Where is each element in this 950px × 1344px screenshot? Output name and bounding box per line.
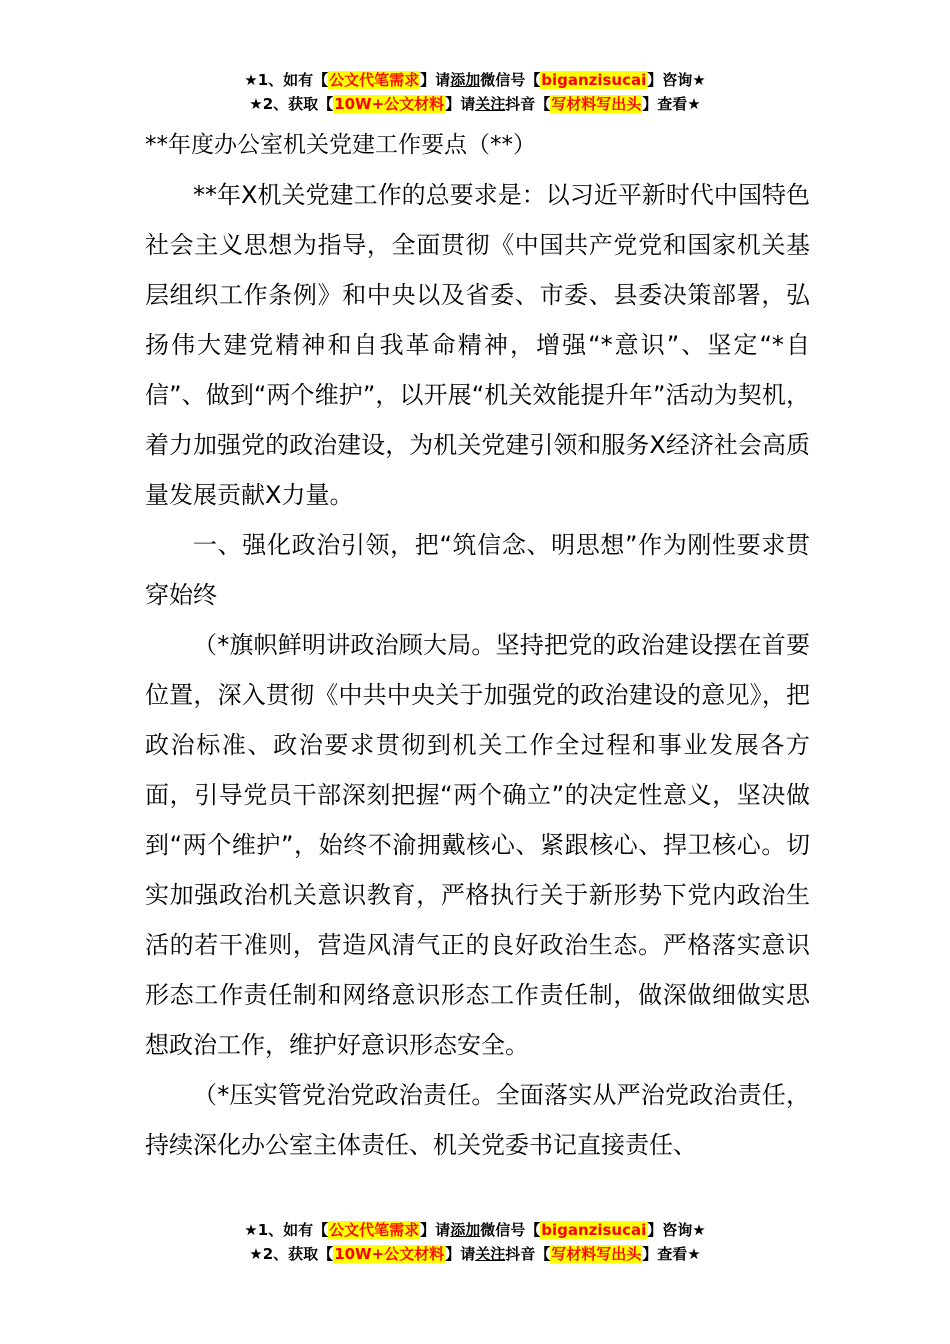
promo-line-2-prefix: ★2、获取【 bbox=[249, 95, 334, 113]
promo-line-1-mid: 】请 bbox=[420, 1221, 451, 1239]
promo-line-2 bbox=[0, 92, 950, 116]
promo-line-2-highlight-materials: 10W+公文材料 bbox=[334, 95, 445, 113]
promo-line-1-highlight-service: 公文代笔需求 bbox=[329, 71, 420, 89]
promo-line-1-highlight-wechat: biganzisucai bbox=[541, 71, 647, 89]
promo-line-1-underlined: 添加 bbox=[450, 71, 481, 89]
subsection-paragraph-1: （*旗帜鲜明讲政治顾大局。坚持把党的政治建设摆在首要位置，深入贯彻《中共中央关于加强党的政治建设的意见》，把政治标准、政治要求贯彻到机关工作全过程和事业发展各方面，引导党员干部深刻把握“两个确立”的决定性意义，坚决做到“两个维护”，始终不渝拥戴核心、紧跟核心、捍卫核心。切实加强政治机关意识教育，严格执行关于新形势下党内政治生活的若干准则，营造风清气正的良好政治生态。严格落实意识形态工作责任制和网络意识形态工作责任制，做深做细做实思想政治工作，维护好意识形态安全。 bbox=[145, 631, 810, 1059]
promo-line-2-highlight-materials: 10W+公文材料 bbox=[334, 1245, 445, 1263]
intro-paragraph: **年X机关党建工作的总要求是：以习近平新时代中国特色社会主义思想为指导，全面贯彻《中国共产党党和国家机关基层组织工作条例》和中央以及省委、市委、县委决策部署，弘扬伟大建党精神和自我革命精神，增强“*意识”、坚定“*自信”、做到“两个维护”，以开展“机关效能提升年”活动为契机，着力加强党的政治建设，为机关党建引领和服务X经济社会高质量发展贡献X力量。 bbox=[145, 181, 810, 509]
promo-line-1-highlight-service: 公文代笔需求 bbox=[329, 1221, 420, 1239]
promo-line-1 bbox=[0, 1218, 950, 1242]
document-title: **年度办公室机关党建工作要点（**） bbox=[145, 132, 536, 158]
promo-line-1-mid2: 微信号【 bbox=[480, 71, 541, 89]
promo-line-1-underlined: 添加 bbox=[450, 1221, 481, 1239]
section-heading-1: 一、强化政治引领，把“筑信念、明思想”作为刚性要求贯穿始终 bbox=[145, 531, 810, 609]
promo-line-1-mid2: 微信号【 bbox=[480, 1221, 541, 1239]
promo-line-1 bbox=[0, 68, 950, 92]
header-promo-banner bbox=[0, 68, 950, 116]
promo-line-2-mid: 】请 bbox=[445, 1245, 476, 1263]
promo-line-2-highlight-douyin: 写材料写出头 bbox=[551, 95, 642, 113]
promo-line-2-mid: 】请 bbox=[445, 95, 476, 113]
promo-line-2-underlined: 关注 bbox=[475, 1245, 506, 1263]
promo-line-2 bbox=[0, 1242, 950, 1266]
promo-line-1-highlight-wechat: biganzisucai bbox=[541, 1221, 647, 1239]
document-body bbox=[145, 170, 810, 1170]
promo-line-2-mid2: 抖音【 bbox=[505, 95, 551, 113]
promo-line-1-mid: 】请 bbox=[420, 71, 451, 89]
promo-line-2-highlight-douyin: 写材料写出头 bbox=[551, 1245, 642, 1263]
promo-line-2-prefix: ★2、获取【 bbox=[249, 1245, 334, 1263]
footer-promo-banner bbox=[0, 1218, 950, 1266]
promo-line-1-prefix: ★1、如有【 bbox=[244, 71, 329, 89]
promo-line-1-suffix: 】咨询★ bbox=[647, 71, 706, 89]
promo-line-1-prefix: ★1、如有【 bbox=[244, 1221, 329, 1239]
promo-line-2-underlined: 关注 bbox=[475, 95, 506, 113]
promo-line-2-mid2: 抖音【 bbox=[505, 1245, 551, 1263]
promo-line-2-suffix: 】查看★ bbox=[642, 95, 701, 113]
subsection-paragraph-2: （*压实管党治党政治责任。全面落实从严治党政治责任，持续深化办公室主体责任、机关党委书记直接责任、 bbox=[145, 1081, 810, 1159]
promo-line-1-suffix: 】咨询★ bbox=[647, 1221, 706, 1239]
promo-line-2-suffix: 】查看★ bbox=[642, 1245, 701, 1263]
